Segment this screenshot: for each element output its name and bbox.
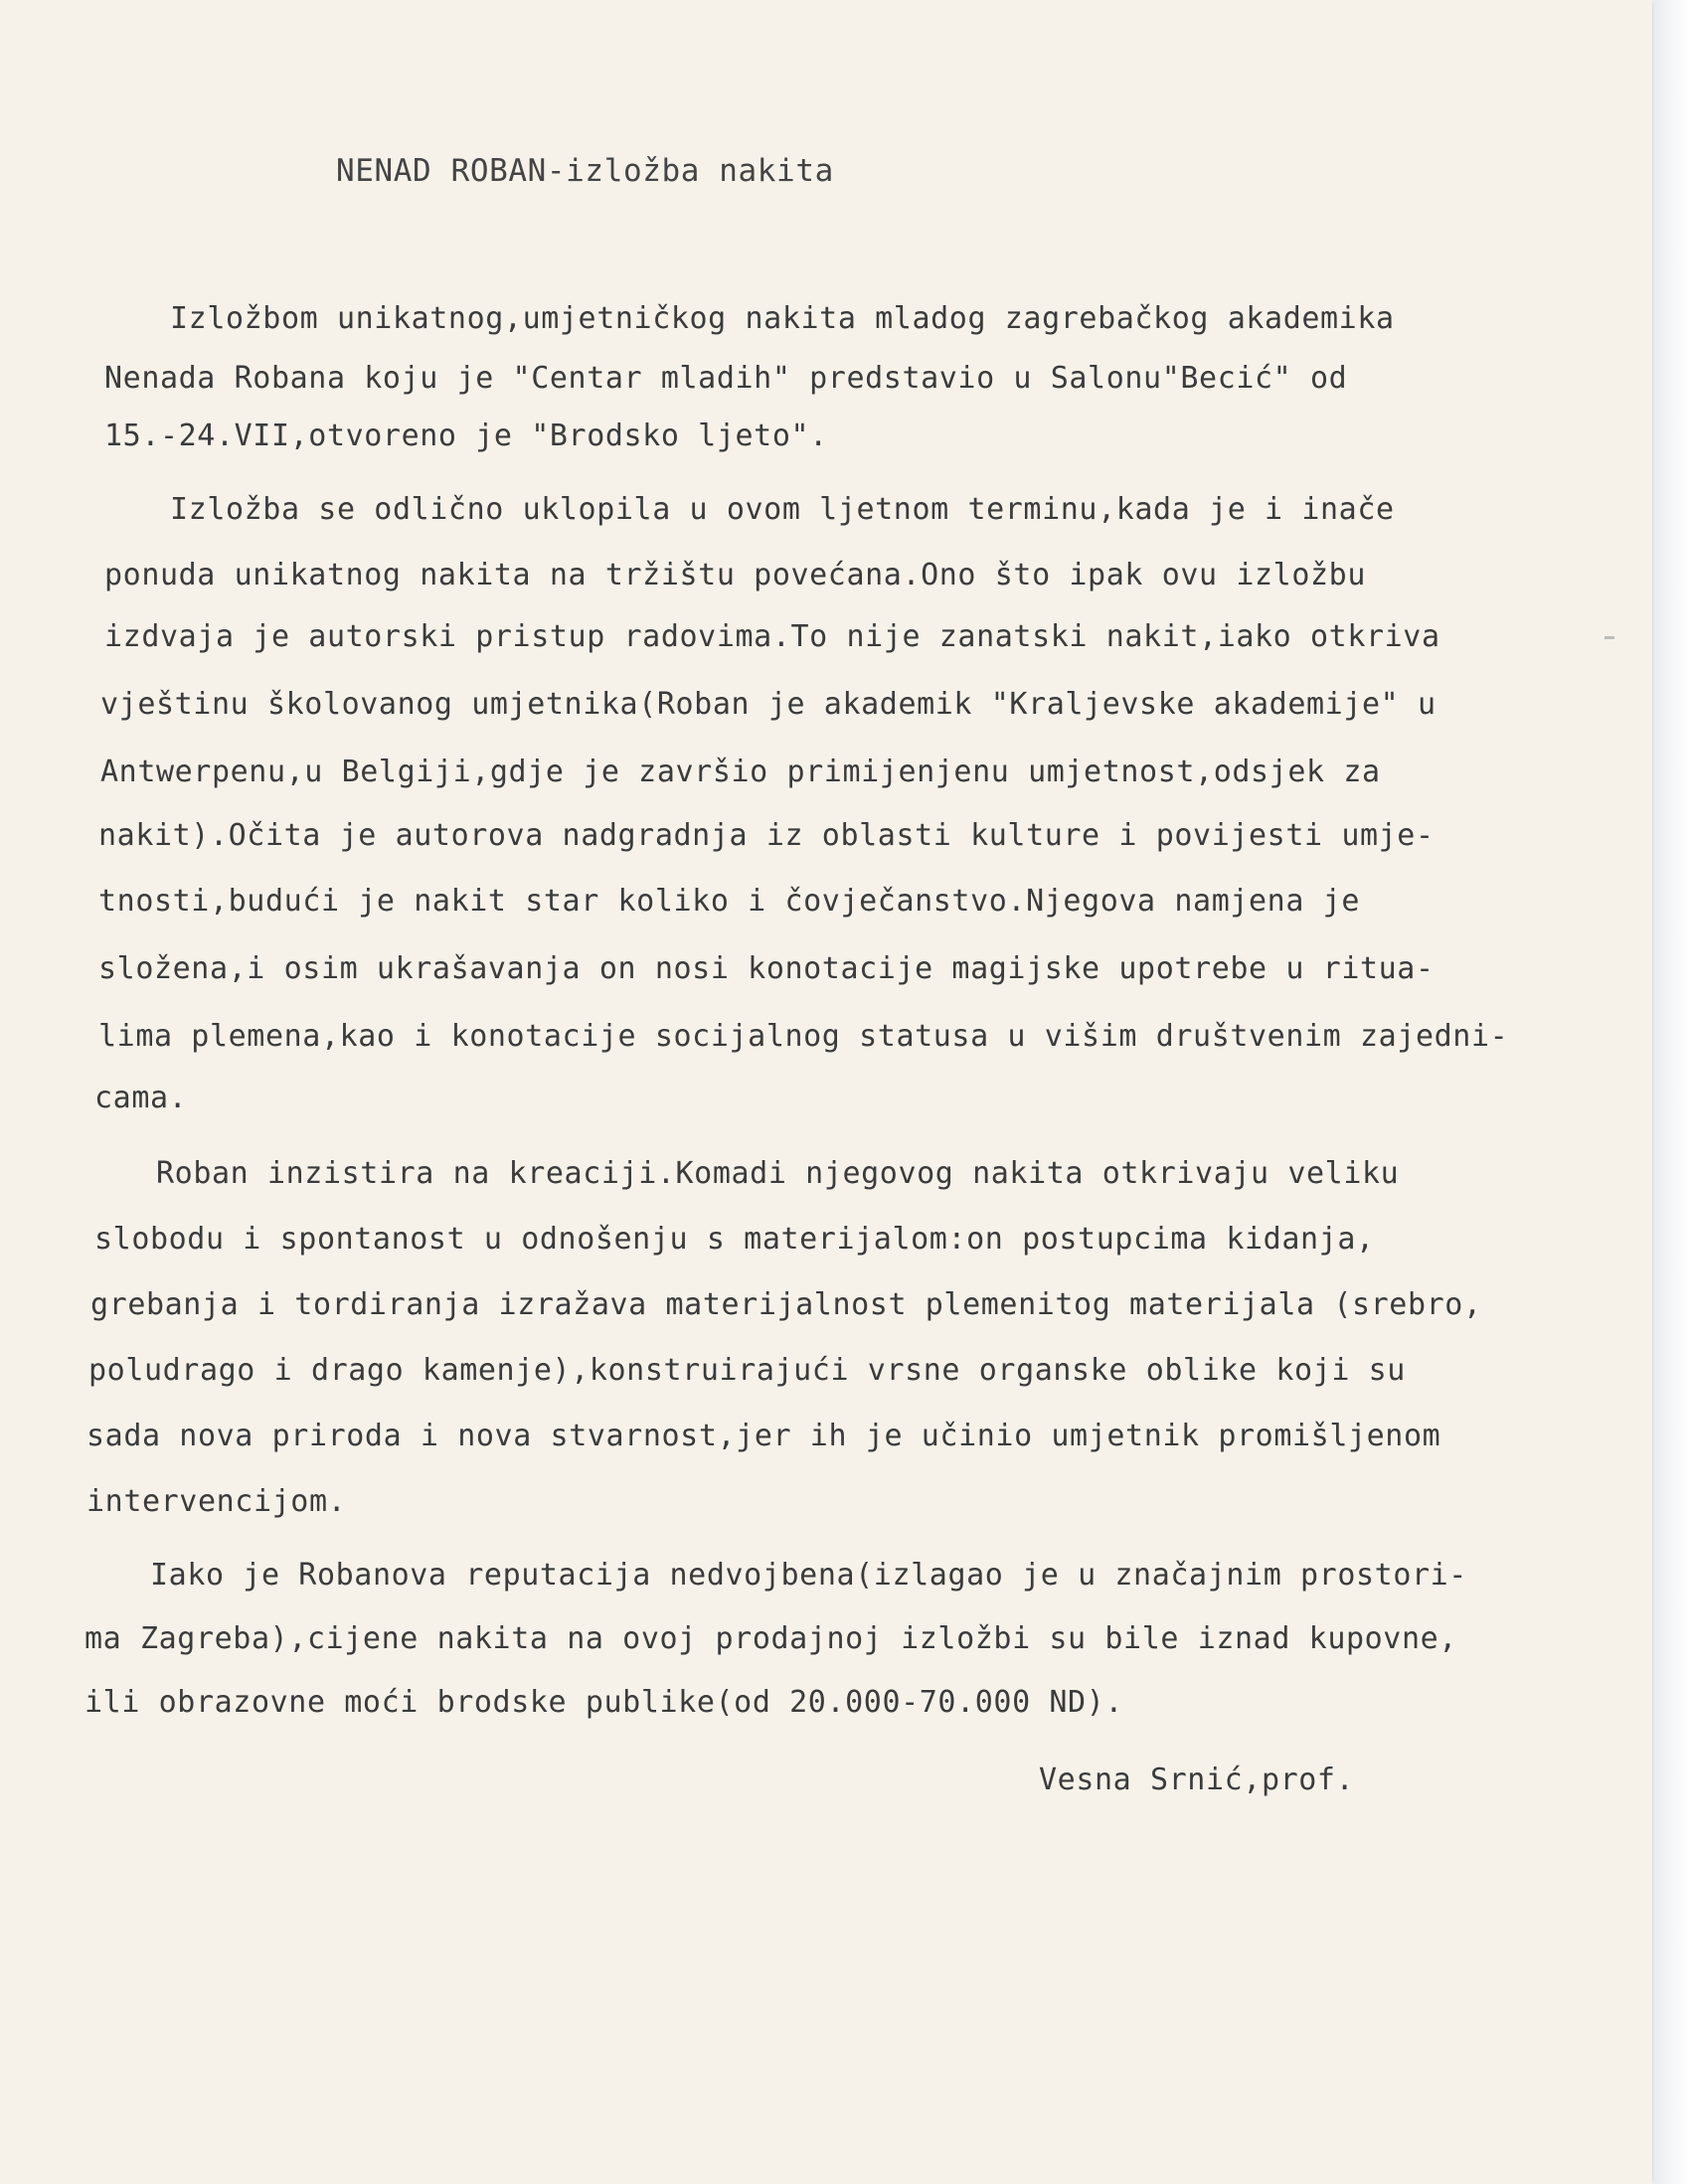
text-line: nakit).Očita je autorova nadgradnja iz oblasti kulture i povijesti umje- [98, 818, 1435, 853]
text-line: tnosti,budući je nakit star koliko i čovječanstvo.Njegova namjena je [98, 884, 1360, 919]
text-line: grebanja i tordiranja izražava materijalnost plemenitog materijala (srebro, [90, 1287, 1482, 1322]
text-line: vještinu školovanog umjetnika(Roban je akademik "Kraljevske akademije" u [100, 687, 1436, 722]
text-line: Izložba se odlično uklopila u ovom ljetnom terminu,kada je i inače [170, 492, 1395, 527]
text-line: intervencijom. [86, 1484, 347, 1519]
text-line: 15.-24.VII,otvoreno je "Brodsko ljeto". [104, 419, 828, 453]
ink-mark [1605, 636, 1614, 639]
text-line: ma Zagreba),cijene nakita na ovoj prodajnoj izložbi su bile iznad kupovne, [84, 1621, 1457, 1656]
text-line: ili obrazovne moći brodske publike(od 20.000-70.000 ND). [84, 1685, 1124, 1720]
text-line: Nenada Robana koju je "Centar mladih" predstavio u Salonu"Becić" od [104, 361, 1348, 396]
text-line: ponuda unikatnog nakita na tržištu povećana.Ono što ipak ovu izložbu [104, 558, 1366, 592]
text-line: Izložbom unikatnog,umjetničkog nakita mladog zagrebačkog akademika [170, 301, 1395, 336]
text-line: cama. [94, 1081, 188, 1115]
text-line: slobodu i spontanost u odnošenju s materijalom:on postupcima kidanja, [94, 1222, 1375, 1257]
text-line: Iako je Robanova reputacija nedvojbena(izlagao je u značajnim prostori- [150, 1558, 1467, 1593]
text-line: složena,i osim ukrašavanja on nosi konotacije magijske upotrebe u ritua- [98, 951, 1435, 986]
page-edge [1654, 0, 1690, 2184]
document-title: NENAD ROBAN-izložba nakita [336, 153, 834, 189]
text-line: izdvaja je autorski pristup radovima.To nije zanatski nakit,iako otkriva [104, 619, 1440, 654]
author-signature: Vesna Srnić,prof. [1039, 1763, 1355, 1797]
text-line: sada nova priroda i nova stvarnost,jer ih je učinio umjetnik promišljenom [86, 1419, 1441, 1453]
text-line: Antwerpenu,u Belgiji,gdje je završio primijenjenu umjetnost,odsjek za [100, 755, 1381, 789]
text-line: lima plemena,kao i konotacije socijalnog statusa u višim društvenim zajedni- [98, 1019, 1509, 1054]
text-line: Roban inzistira na kreaciji.Komadi njegovog nakita otkrivaju veliku [156, 1156, 1400, 1191]
text-line: poludrago i drago kamenje),konstruirajući vrsne organske oblike koji su [88, 1353, 1406, 1388]
